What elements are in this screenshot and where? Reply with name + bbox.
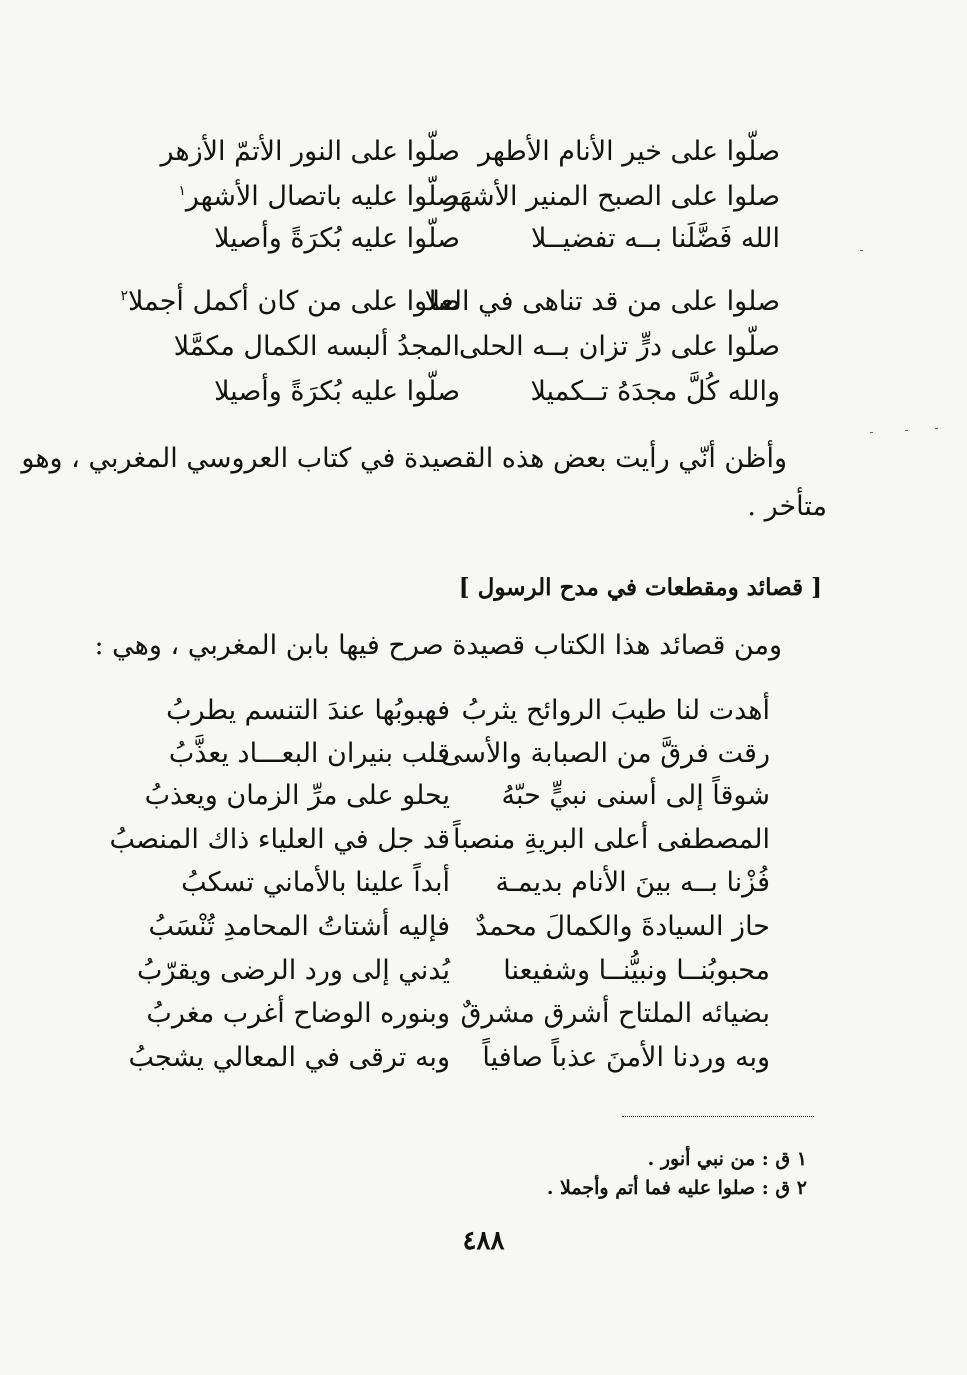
intro-line: ومن قصائد هذا الكتاب قصيدة صرح فيها بابن المغربي ، وهي :: [94, 630, 782, 661]
verse-second-hemistich: أبداً علينا بالأماني تسكبُ: [181, 867, 450, 898]
verse-first-hemistich: أهدت لنا طيبَ الروائح يثربُ: [461, 695, 770, 726]
verse-second-hemistich: فإليه أشتاتُ المحامدِ تُنْسَبُ: [148, 911, 450, 942]
footnote-marker: ١: [178, 183, 186, 199]
verse-second-hemistich: قد جل في العلياء ذاك المنصبُ: [109, 824, 450, 855]
verse-second-hemistich: وبنوره الوضاح أغرب مغربُ: [146, 998, 450, 1029]
verse-first-hemistich: صلوا على الصبح المنير الأشهَر: [444, 181, 780, 212]
footnote-separator: [622, 1116, 814, 1117]
verse-second-hemistich: قلب بنيران البعـــاد يعذَّبُ: [168, 738, 450, 769]
verse-second-hemistich: صلّوا عليه باتصال الأشهر$^١$: [178, 181, 460, 212]
poem1-verse-2: [178, 181, 780, 215]
verse-second-hemistich: صلّوا عليه بُكرَةً وأصيلا: [214, 376, 460, 407]
verse-first-hemistich: بضيائه الملتاح أشرق مشرقٌ: [460, 998, 770, 1029]
poem1-verse-4: [120, 286, 780, 320]
poem1-verse-5: [173, 331, 780, 365]
verse-first-hemistich: المصطفى أعلى البريةِ منصباً: [452, 824, 770, 855]
verse-second-hemistich: يحلو على مرِّ الزمان ويعذبُ: [144, 780, 450, 811]
verse-first-hemistich: محبوبُنــا ونبيُّنــا وشفيعنا: [503, 955, 770, 986]
section-heading: [ قصائد ومقطعات في مدح الرسول ]: [458, 574, 822, 601]
verse-second-hemistich: المجدُ ألبسه الكمال مكمَّلا: [173, 331, 460, 362]
scan-speck: [905, 430, 908, 431]
poem1-verse-6: [190, 378, 780, 410]
verse-first-hemistich: والله كُلَّ مجدَهُ تــكميلا: [530, 376, 780, 407]
verse-second-hemistich: صلّوا عليه بُكرَةً وأصيلا: [214, 223, 460, 254]
verse-first-hemistich: صلوا على من قد تناهى في العلا: [424, 286, 780, 317]
verse-first-hemistich: حاز السيادةَ والكمالَ محمدٌ: [475, 911, 770, 942]
poem2-verse-2: [170, 740, 770, 772]
poem2-verse-5: [170, 869, 770, 901]
footnote-2: ٢ ق : صلوا عليه فما أتم وأجملا .: [546, 1177, 807, 1199]
poem1-verse-3: [190, 225, 780, 257]
page-number: ٤٨٨: [462, 1226, 505, 1256]
footnote-marker: ٢: [120, 288, 128, 304]
verse-first-hemistich: صلّوا على درٍّ تزان بــه الحلى: [459, 331, 780, 362]
poem2-verse-7: [137, 955, 770, 989]
verse-second-hemistich: فهبوبُها عندَ التنسم يطربُ: [166, 695, 450, 726]
poem2-verse-8: [146, 998, 770, 1032]
footnote-1: ١ ق : من نبي أنور .: [647, 1148, 807, 1170]
verse-first-hemistich: رقت فرقَّ من الصبابة والأسى: [440, 738, 770, 769]
verse-second-hemistich: وبه ترقى في المعالي يشجبُ: [128, 1042, 450, 1073]
poem2-verse-6: [148, 911, 770, 945]
scan-speck: [935, 428, 938, 429]
poem2-verse-1: [166, 695, 770, 729]
poem2-verse-4: [109, 824, 770, 858]
poem2-verse-3: [144, 780, 770, 814]
paragraph-line-1: وأظن أنّي رأيت بعض هذه القصيدة في كتاب العروسي المغربي ، وهو: [21, 443, 787, 474]
paragraph-line-2: متأخر .: [747, 491, 827, 522]
poem2-verse-9: [128, 1042, 770, 1076]
verse-first-hemistich: وبه وردنا الأمنَ عذباً صافياً: [482, 1042, 770, 1073]
poem1-verse-1: [160, 136, 780, 170]
verse-first-hemistich: الله فَضَّلَنا بــه تفضيــلا: [531, 223, 780, 254]
verse-first-hemistich: صلّوا على خير الأنام الأطهر: [477, 136, 780, 167]
scan-speck: [870, 432, 873, 433]
verse-second-hemistich: صلّوا على النور الأتمّ الأزهر: [160, 136, 460, 167]
verse-second-hemistich: يُدني إلى ورد الرضى ويقرّبُ: [137, 955, 450, 986]
scan-speck: [860, 250, 863, 251]
verse-first-hemistich: فُزْنا بــه بينَ الأنام بديمـة: [495, 867, 770, 898]
verse-first-hemistich: شوقاً إلى أسنى نبيٍّ حبّهُ: [501, 780, 770, 811]
verse-second-hemistich: صلوا على من كان أكمل أجملا$^٢$: [120, 286, 460, 317]
